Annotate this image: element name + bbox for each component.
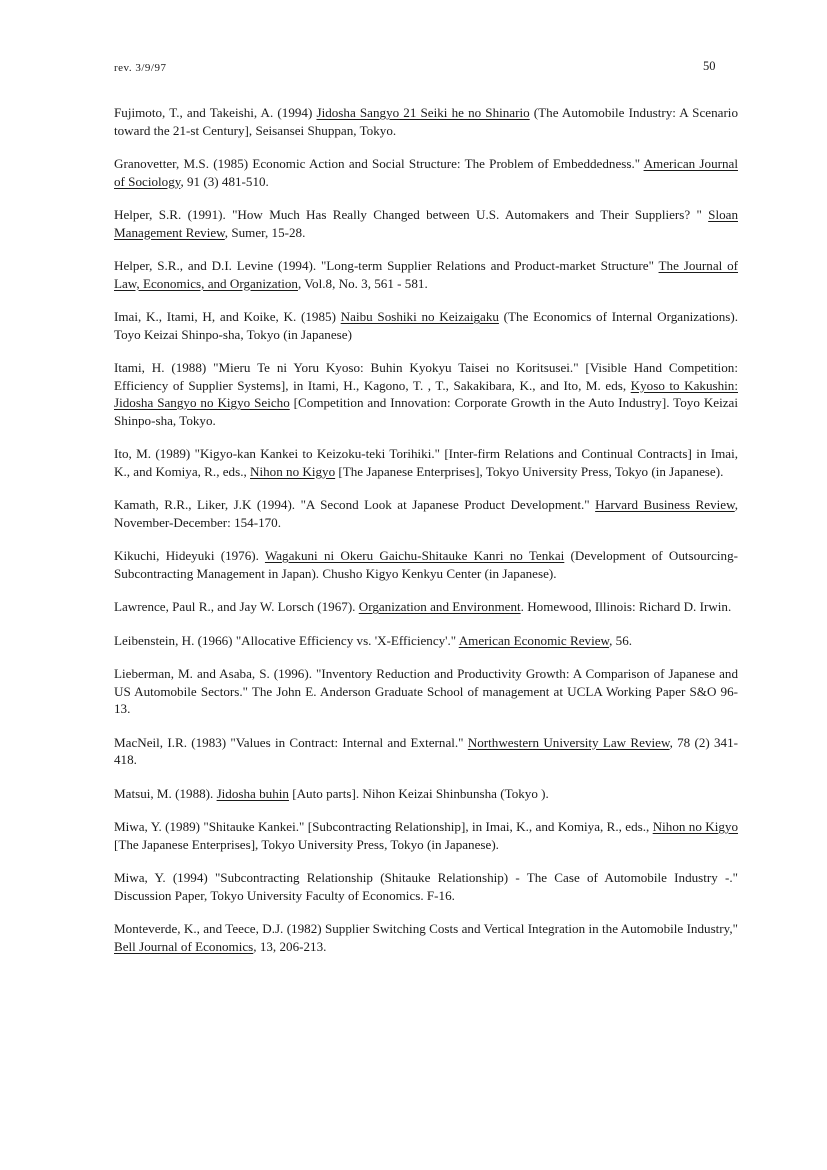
- reference-title: Bell Journal of Economics: [114, 938, 254, 954]
- reference-text: [Auto parts]. Nihon Keizai Shinbunsha (Tokyo ).: [288, 785, 549, 801]
- reference-entry: [114, 308, 738, 343]
- reference-title: The Journal of Law, Economics, and Organization: [114, 258, 739, 291]
- reference-text: Miwa, Y. (1994) "Subcontracting Relationship (Shitauke Relationship) - The Case of Automobile Industry -." Discussion Paper, Tokyo University Faculty of Economics. F-16.: [114, 870, 738, 903]
- reference-text: Kikuchi, Hideyuki (1976).: [114, 548, 265, 563]
- reference-text: (Development of Outsourcing-Subcontracting Management in Japan). Chusho Kigyo Kenkyu Center (in Japanese).: [114, 548, 738, 581]
- reference-title: Naibu Soshiki no Keizaigaku: [340, 309, 499, 324]
- reference-text: , Sumer, 15-28.: [224, 224, 306, 240]
- reference-text: Fujimoto, T., and Takeishi, A. (1994): [114, 105, 317, 120]
- reference-text: , 56.: [609, 632, 633, 648]
- reference-text: Leibenstein, H. (1966) "Allocative Efficiency vs. 'X-Efficiency'.": [114, 632, 459, 648]
- reference-title: Northwestern University Law Review: [467, 734, 670, 750]
- reference-text: Kamath, R.R., Liker, J.K (1994). "A Second Look at Japanese Product Development.": [114, 497, 596, 512]
- reference-text: . Homewood, Illinois: Richard D. Irwin.: [520, 599, 732, 614]
- reference-text: [The Japanese Enterprises], Tokyo University Press, Tokyo (in Japanese).: [335, 463, 724, 479]
- reference-title: Nihon no Kigyo: [652, 819, 738, 834]
- reference-title: American Journal of Sociology: [114, 156, 738, 189]
- reference-entry: [114, 104, 738, 139]
- reference-text: [The Japanese Enterprises], Tokyo University Press, Tokyo (in Japanese).: [114, 836, 499, 852]
- reference-entry: [114, 785, 738, 803]
- reference-title: Jidosha buhin: [216, 785, 289, 801]
- reference-entry: [114, 632, 738, 650]
- reference-entry: [114, 665, 738, 718]
- reference-text: Helper, S.R., and D.I. Levine (1994). "Long-term Supplier Relations and Product-market Structure": [114, 258, 659, 273]
- reference-entry: [114, 155, 738, 190]
- reference-text: , 13, 206-213.: [253, 938, 327, 954]
- reference-text: Itami, H. (1988) "Mieru Te ni Yoru Kyoso: Buhin Kyokyu Taisei no Koritsusei." [Visible Hand Competition: Efficiency of Supplier Systems], in Itami, H., Kagono, T. , T., Sakakibara, K., and Ito, M. eds,: [114, 360, 738, 393]
- reference-title: Kyoso to Kakushin: Jidosha Sangyo no Kigyo Seicho: [114, 377, 738, 410]
- reference-entry: [114, 257, 738, 292]
- reference-text: Lawrence, Paul R., and Jay W. Lorsch (1967).: [114, 599, 359, 614]
- reference-entry: [114, 869, 738, 904]
- reference-text: Ito, M. (1989) "Kigyo-kan Kankei to Keizoku-teki Torihiki." [Inter-firm Relations and Continual Contracts] in Imai, K., and Komiya, R., eds.,: [114, 446, 738, 479]
- reference-entry: [114, 818, 738, 853]
- reference-entry: [114, 496, 738, 531]
- reference-entry: [114, 206, 738, 241]
- reference-title: Wagakuni ni Okeru Gaichu-Shitauke Kanri no Tenkai: [264, 548, 565, 563]
- reference-text: Imai, K., Itami, H, and Koike, K. (1985): [114, 309, 341, 324]
- reference-text: Miwa, Y. (1989) "Shitauke Kankei." [Subcontracting Relationship], in Imai, K., and Komiya, R., eds.,: [114, 819, 653, 834]
- reference-text: (The Economics of Internal Organizations). Toyo Keizai Shinpo-sha, Tokyo (in Japanese): [114, 309, 739, 342]
- reference-entry: [114, 547, 738, 582]
- reference-entry: [114, 920, 738, 955]
- reference-text: [Competition and Innovation: Corporate Growth in the Auto Industry]. Toyo Keizai Shinpo-sha, Tokyo.: [114, 395, 739, 428]
- reference-text: MacNeil, I.R. (1983) "Values in Contract: Internal and External.": [114, 734, 468, 750]
- reference-entry: [114, 445, 738, 480]
- reference-title: American Economic Review: [458, 632, 610, 648]
- reference-text: Monteverde, K., and Teece, D.J. (1982) Supplier Switching Costs and Vertical Integration in the Automobile Industry,": [114, 921, 738, 936]
- reference-title: Sloan Management Review: [114, 207, 738, 240]
- reference-text: Helper, S.R. (1991). "How Much Has Really Changed between U.S. Automakers and Their Suppliers? ": [114, 207, 709, 222]
- reference-title: Organization and Environment: [358, 599, 521, 614]
- reference-text: (The Automobile Industry: A Scenario toward the 21-st Century], Seisansei Shuppan, Tokyo.: [114, 105, 738, 138]
- reference-title: Nihon no Kigyo: [250, 463, 336, 479]
- reference-list: [114, 104, 738, 955]
- reference-text: Lieberman, M. and Asaba, S. (1996). "Inventory Reduction and Productivity Growth: A Comparison of Japanese and US Automobile Sectors." The John E. Anderson Graduate School of management at UCLA Working Paper S&O 96-13.: [114, 666, 738, 716]
- reference-title: Harvard Business Review: [595, 497, 735, 512]
- reference-entry: [114, 359, 738, 429]
- reference-text: , November-December: 154-170.: [114, 497, 738, 530]
- reference-text: , 78 (2) 341-418.: [114, 734, 738, 767]
- reference-text: , Vol.8, No. 3, 561 - 581.: [297, 275, 428, 291]
- reference-text: , 91 (3) 481-510.: [180, 173, 269, 189]
- reference-entry: [114, 734, 738, 769]
- reference-title: Jidosha Sangyo 21 Seiki he no Shinario: [316, 105, 530, 120]
- reference-entry: [114, 598, 738, 616]
- page-header-revision: rev. 3/9/97: [114, 62, 167, 74]
- page-number: 50: [703, 59, 716, 73]
- reference-text: Granovetter, M.S. (1985) Economic Action and Social Structure: The Problem of Embeddedness.": [114, 156, 644, 171]
- reference-text: Matsui, M. (1988).: [114, 785, 217, 801]
